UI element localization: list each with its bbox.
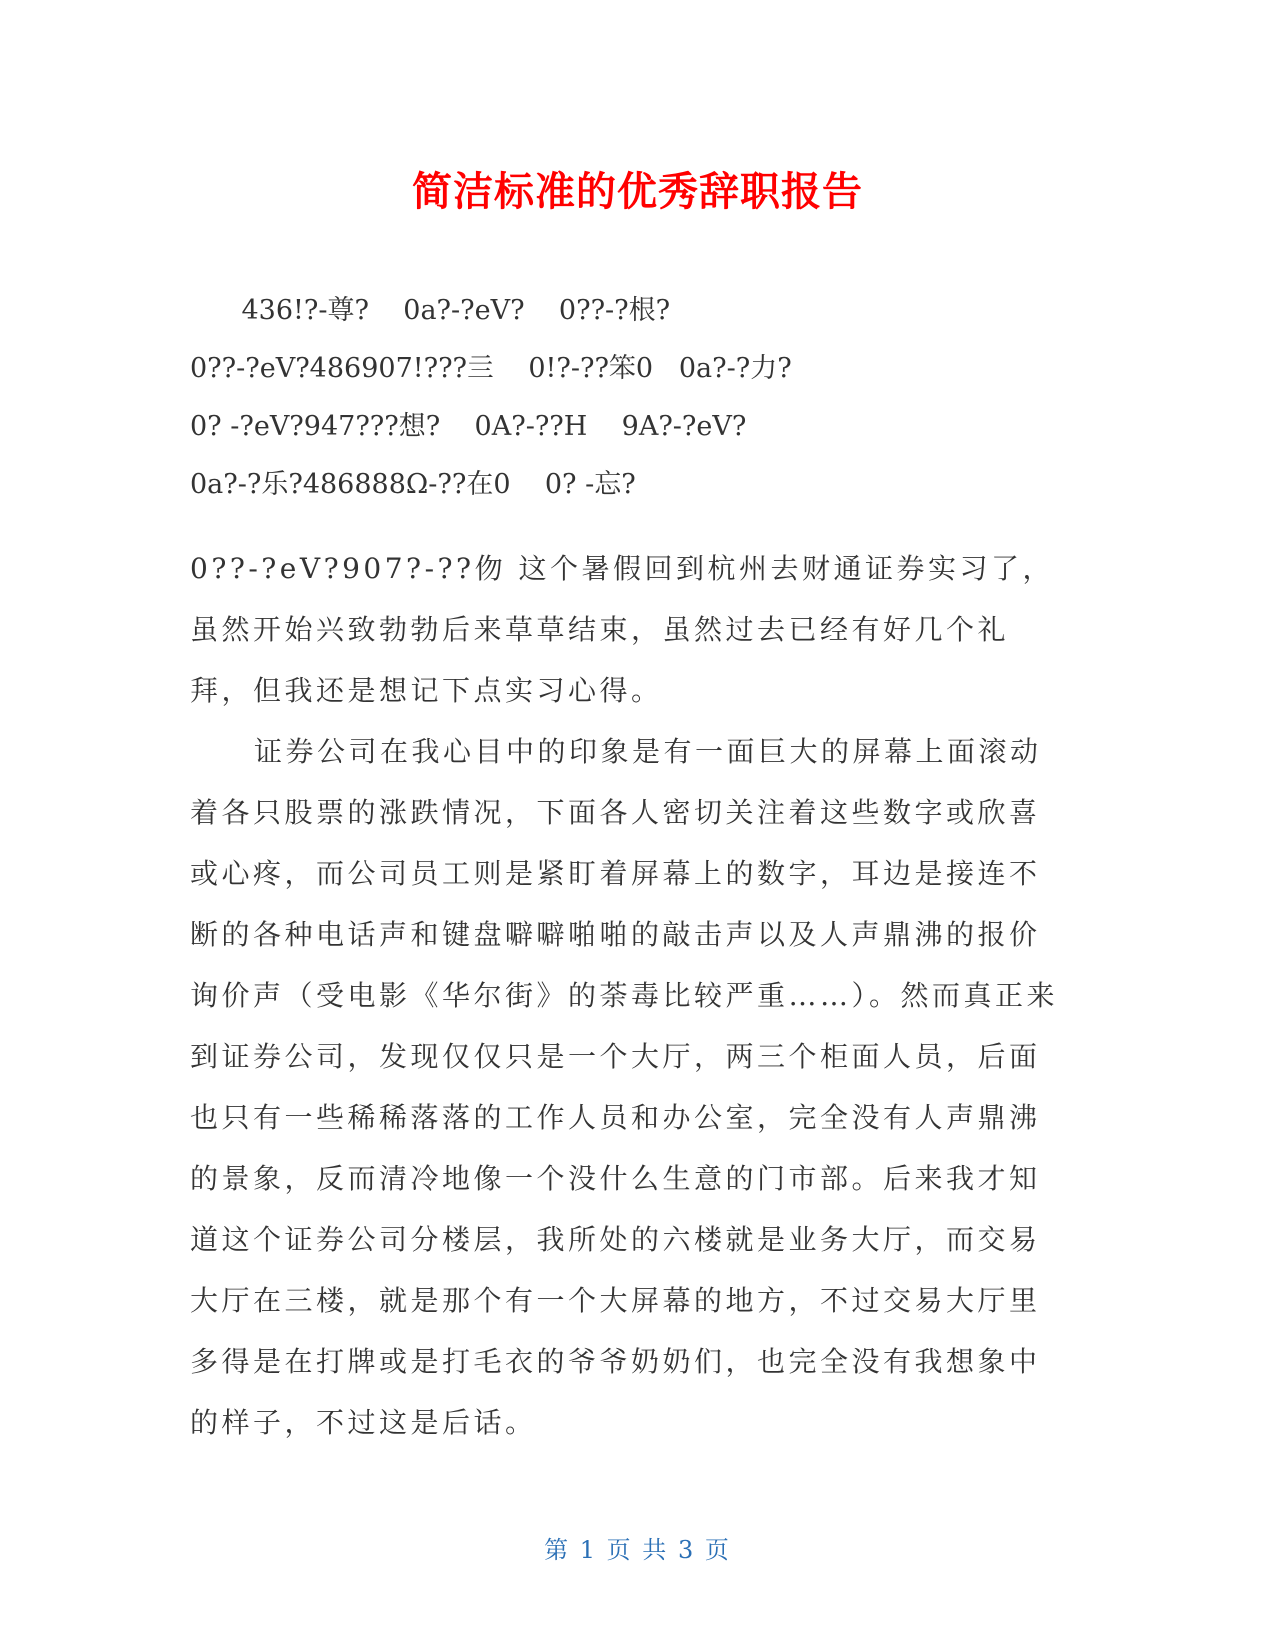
garbled-line: 436!?-尊? 0a?-?eV? 0??-?根? [190, 295, 671, 326]
garbled-line: 0??-?eV?486907!???亖 0!?-??笨0 0a?-?力? [190, 353, 792, 384]
page-footer: 第 1 页 共 3 页 [544, 1536, 731, 1564]
garbled-line: 0? -?eV?947???想? 0A?-??H 9A?-?eV? [190, 411, 747, 442]
garbled-line: 0a?-?乐?486888Ω-??在0 0? -忘? [190, 469, 636, 500]
document-title: 简洁标准的优秀辞职报告 [412, 169, 863, 215]
paragraph: 0??-?eV?907?-??伆 这个暑假回到杭州去财通证券实习了，虽然开始兴致勃勃后来草草结束，虽然过去已经有好几个礼拜，但我还是想记下点实习心得。 [190, 552, 1054, 707]
document-body [190, 538, 1070, 1453]
paragraph: 证券公司在我心目中的印象是有一面巨大的屏幕上面滚动着各只股票的涨跌情况，下面各人密切关注着这些数字或欣喜或心疼，而公司员工则是紧盯着屏幕上的数字，耳边是接连不断的各种电话声和键盘噼噼啪啪的敲击声以及人声鼎沸的报价询价声（受电影《华尔街》的荼毒比较严重……）。然而真正来到证券公司，发现仅仅只是一个大厅，两三个柜面人员，后面也只有一些稀稀落落的工作人员和办公室，完全没有人声鼎沸的景象，反而清冷地像一个没什么生意的门市部。后来我才知道这个证券公司分楼层，我所处的六楼就是业务大厅，而交易大厅在三楼，就是那个有一个大屏幕的地方，不过交易大厅里多得是在打牌或是打毛衣的爷爷奶奶们，也完全没有我想象中的样子，不过这是后话。 [190, 735, 1059, 1439]
